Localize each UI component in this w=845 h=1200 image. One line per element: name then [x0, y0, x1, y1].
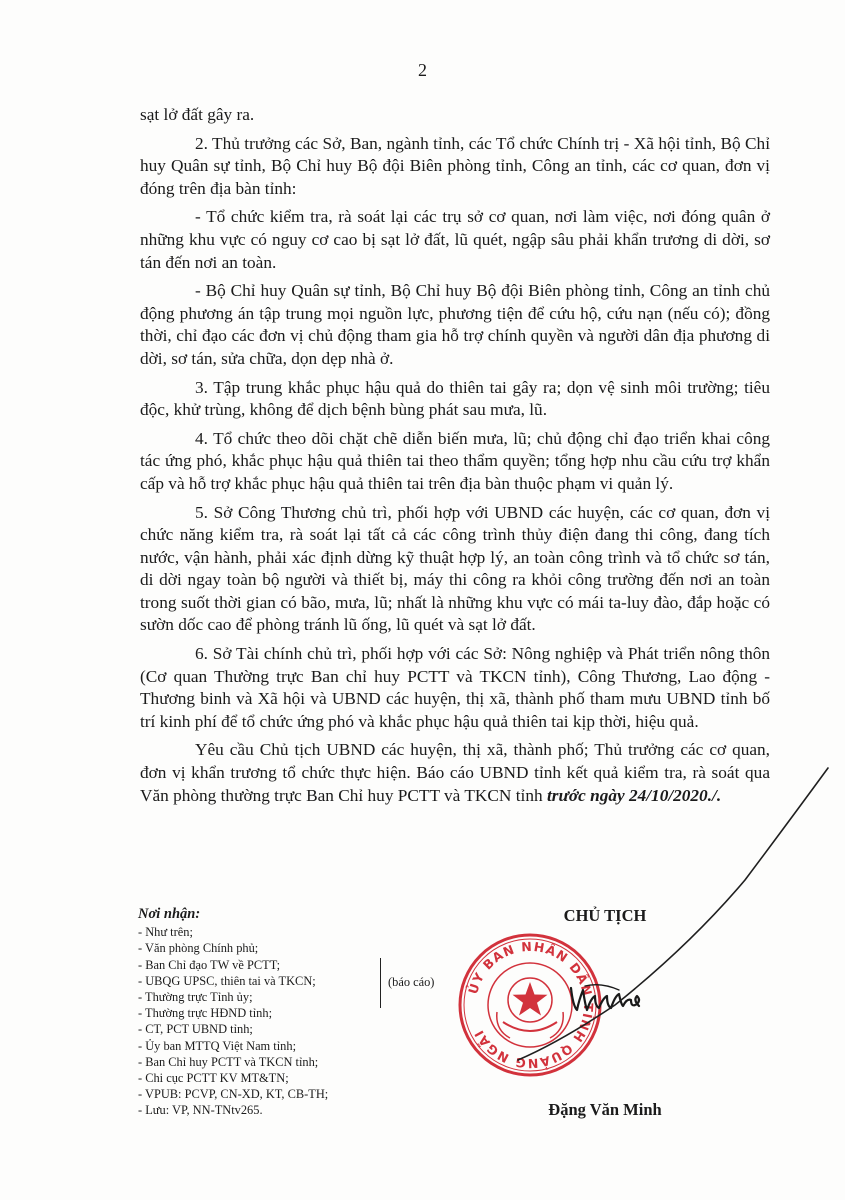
- continuation-text: sạt lở đất gây ra.: [140, 105, 255, 124]
- recipient-item: - VPUB: PCVP, CN-XD, KT, CB-TH;: [138, 1087, 329, 1102]
- item-2-bullet-b: - Bộ Chỉ huy Quân sự tỉnh, Bộ Chỉ huy Bộ đội Biên phòng tỉnh, Công an tỉnh chủ động phương án tập trung mọi nguồn lực, phương tiện để cứu hộ, cứu nạn (nếu có); đồng thời, chỉ đạo các đơn vị chủ động tham gia hỗ trợ chính quyền và người dân địa phương di dời, sơ tán, sửa chữa, dọn dẹp nhà ở.: [140, 281, 770, 368]
- report-bracket-label: (báo cáo): [388, 975, 435, 989]
- recipient-item: - Ban Chỉ đạo TW về PCTT;: [138, 957, 281, 972]
- recipient-item: - UBQG UPSC, thiên tai và TKCN;: [138, 973, 316, 988]
- handwritten-signature-icon: [565, 970, 675, 1030]
- page-number: 2: [418, 60, 427, 80]
- recipient-item: - Chi cục PCTT KV MT&TN;: [138, 1071, 289, 1086]
- item-4: 4. Tổ chức theo dõi chặt chẽ diễn biến mưa, lũ; chủ động chỉ đạo triển khai công tác ứng phó, khắc phục hậu quả thiên tai theo thẩm quyền; tổng hợp nhu cầu cứu trợ khẩn cấp và hỗ trợ khắc phục hậu quả thiên tai trên địa bàn thuộc phạm vi quản lý.: [140, 428, 770, 493]
- item-2-bullet-a: - Tổ chức kiểm tra, rà soát lại các trụ sở cơ quan, nơi làm việc, nơi đóng quân ở những khu vực có nguy cơ cao bị sạt lở đất, lũ quét, ngập sâu phải khẩn trương di dời, sơ tán đến nơi an toàn.: [140, 207, 770, 272]
- deadline-text: trước ngày 24/10/2020./.: [546, 785, 722, 805]
- recipients-list: [138, 906, 468, 1119]
- recipient-item: - Thường trực Tỉnh ủy;: [138, 990, 253, 1005]
- item-2-intro: 2. Thủ trưởng các Sở, Ban, ngành tỉnh, các Tổ chức Chính trị - Xã hội tỉnh, Bộ Chỉ huy Quân sự tỉnh, Bộ Chỉ huy Bộ đội Biên phòng tỉnh, Công an tỉnh, các cơ quan, đơn vị đóng trên địa bàn tỉnh:: [140, 133, 770, 198]
- signer-title: CHỦ TỊCH: [563, 906, 647, 925]
- item-5: 5. Sở Công Thương chủ trì, phối hợp với UBND các huyện, các cơ quan, đơn vị chức năng kiểm tra, rà soát lại tất cả các công trình thủy điện đang thi công, đang tích nước, vận hành, phải xác định dừng kỹ thuật hợp lý, an toàn công trình và tổ chức sơ tán, di dời ngay toàn bộ người và thiết bị, máy thi công ra khỏi công trường đến nơi an toàn trong suốt thời gian có bão, mưa, lũ; nhất là những khu vực có mái ta-luy đào, đắp hoặc có sườn dốc cao để phòng tránh lũ ống, lũ quét và sạt lở đất.: [140, 502, 770, 635]
- recipient-item: - Ban Chỉ huy PCTT và TKCN tỉnh;: [138, 1054, 319, 1069]
- closing-text: Yêu cầu Chủ tịch UBND các huyện, thị xã, thành phố; Thủ trưởng các cơ quan, đơn vị khẩn trương tổ chức thực hiện. Báo cáo UBND tỉnh kết quả kiểm tra, rà soát qua Văn phòng thường trực Ban Chỉ huy PCTT và TKCN tỉnh: [140, 740, 770, 805]
- document-body: [140, 104, 770, 807]
- recipient-item: - Lưu: VP, NN-TNtv265.: [138, 1103, 263, 1118]
- recipients-heading: Nơi nhận:: [138, 906, 201, 922]
- signature-block: [455, 906, 755, 1136]
- report-bracket: [380, 958, 386, 1008]
- signer-name: Đặng Văn Minh: [548, 1100, 662, 1119]
- item-3: 3. Tập trung khắc phục hậu quả do thiên tai gây ra; dọn vệ sinh môi trường; tiêu độc, khử trùng, không để dịch bệnh bùng phát sau mưa, lũ.: [140, 377, 770, 420]
- recipient-item: - Thường trực HĐND tỉnh;: [138, 1006, 273, 1021]
- recipient-item: - Văn phòng Chính phủ;: [138, 941, 259, 956]
- recipient-item: - CT, PCT UBND tỉnh;: [138, 1022, 253, 1037]
- recipient-item: - Như trên;: [138, 925, 193, 940]
- item-6: 6. Sở Tài chính chủ trì, phối hợp với các Sở: Nông nghiệp và Phát triển nông thôn (Cơ quan Thường trực Ban chỉ huy PCTT và TKCN tỉnh), Công Thương, Lao động - Thương binh và Xã hội và UBND các huyện, thị xã, thành phố tham mưu UBND tỉnh bố trí kinh phí để tổ chức ứng phó và khắc phục hậu quả thiên tai kịp thời, hiệu quả.: [140, 644, 770, 731]
- closing-paragraph: [140, 739, 770, 807]
- recipient-item: - Ủy ban MTTQ Việt Nam tỉnh;: [138, 1038, 297, 1053]
- stamp-text: ỦY BAN NHÂN DÂN TỈNH QUẢNG NGÃI: [465, 938, 597, 1072]
